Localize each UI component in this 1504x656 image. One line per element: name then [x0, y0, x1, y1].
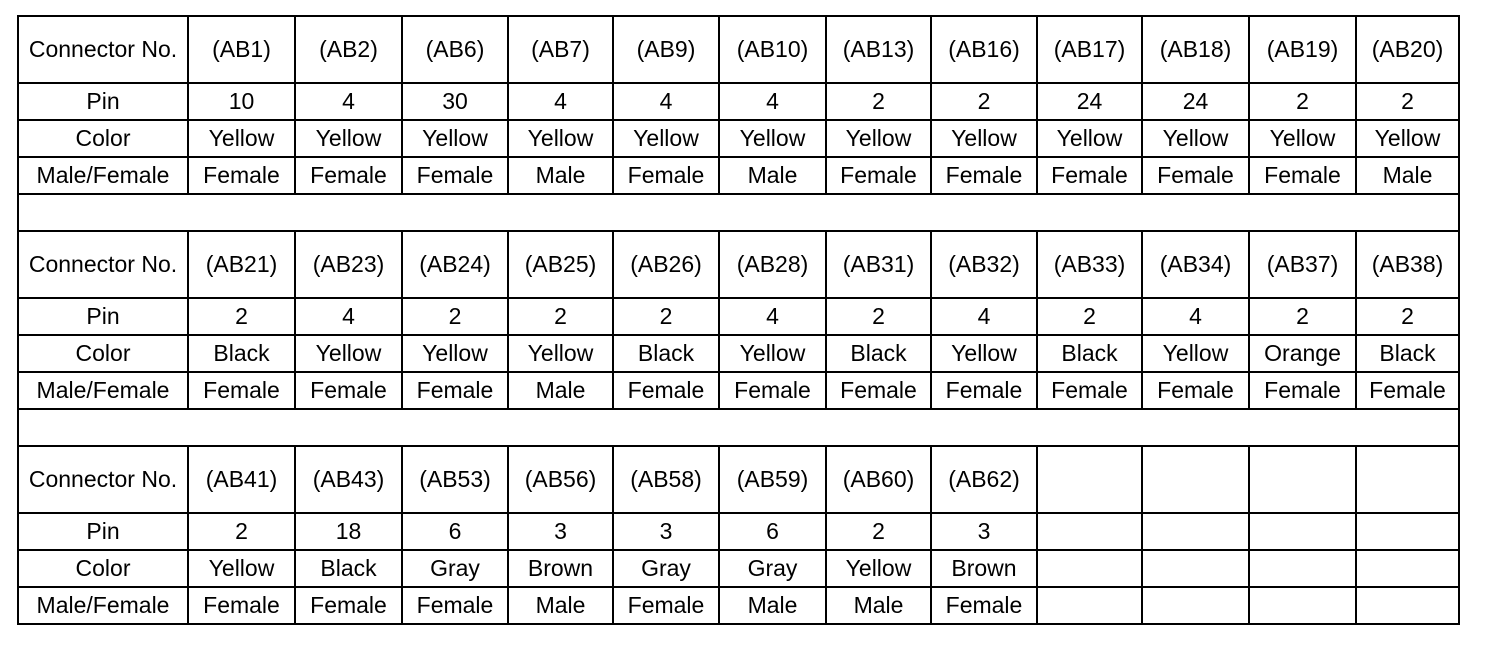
pin-row: [18, 298, 1459, 335]
connector-no-cell: (AB34): [1142, 231, 1249, 298]
male-female-cell: Female: [931, 372, 1037, 409]
connector-no-cell: [1356, 446, 1459, 513]
male-female-cell: Female: [1037, 157, 1142, 194]
pin-cell: 2: [1249, 298, 1356, 335]
pin-cell: 6: [719, 513, 826, 550]
pin-cell: [1142, 513, 1249, 550]
pin-row: [18, 513, 1459, 550]
male-female-cell: Female: [613, 157, 719, 194]
color-cell: [1037, 550, 1142, 587]
pin-cell: 4: [1142, 298, 1249, 335]
pin-cell: 2: [508, 298, 613, 335]
color-cell: Yellow: [1356, 120, 1459, 157]
section-spacer-cell: [18, 194, 1459, 231]
pin-cell: 2: [1037, 298, 1142, 335]
connector-no-cell: [1249, 446, 1356, 513]
connector-no-cell: (AB38): [1356, 231, 1459, 298]
connector-no-cell: (AB58): [613, 446, 719, 513]
pin-cell: 2: [826, 83, 931, 120]
pin-cell: 30: [402, 83, 508, 120]
color-row: [18, 550, 1459, 587]
pin-cell: 3: [508, 513, 613, 550]
pin-cell: 2: [826, 298, 931, 335]
pin-label: Pin: [18, 513, 188, 550]
connector-no-cell: (AB33): [1037, 231, 1142, 298]
connector-no-cell: (AB13): [826, 16, 931, 83]
connector-no-cell: (AB53): [402, 446, 508, 513]
male-female-cell: Female: [188, 587, 295, 624]
color-label: Color: [18, 120, 188, 157]
male-female-cell: Female: [295, 157, 402, 194]
color-label: Color: [18, 550, 188, 587]
pin-cell: [1037, 513, 1142, 550]
pin-cell: 2: [1249, 83, 1356, 120]
color-cell: Gray: [402, 550, 508, 587]
male-female-cell: Female: [826, 372, 931, 409]
connector-no-cell: (AB9): [613, 16, 719, 83]
color-cell: Gray: [719, 550, 826, 587]
male-female-row: [18, 372, 1459, 409]
connector-no-cell: (AB18): [1142, 16, 1249, 83]
connector-no-cell: (AB1): [188, 16, 295, 83]
male-female-cell: Female: [402, 587, 508, 624]
section-spacer-cell: [18, 409, 1459, 446]
connector-no-cell: (AB43): [295, 446, 402, 513]
connector-no-cell: (AB2): [295, 16, 402, 83]
color-cell: Yellow: [402, 335, 508, 372]
color-cell: Yellow: [295, 335, 402, 372]
connector-no-cell: [1142, 446, 1249, 513]
color-cell: [1249, 550, 1356, 587]
color-cell: Yellow: [613, 120, 719, 157]
color-cell: [1356, 550, 1459, 587]
connector-no-cell: (AB56): [508, 446, 613, 513]
male-female-cell: Female: [188, 372, 295, 409]
male-female-cell: [1142, 587, 1249, 624]
color-cell: Yellow: [826, 550, 931, 587]
pin-label: Pin: [18, 298, 188, 335]
pin-cell: 4: [931, 298, 1037, 335]
color-cell: Yellow: [1142, 335, 1249, 372]
connector-no-cell: (AB10): [719, 16, 826, 83]
connector-no-cell: (AB31): [826, 231, 931, 298]
connector-no-cell: (AB6): [402, 16, 508, 83]
male-female-cell: Female: [1142, 157, 1249, 194]
section-spacer-row: [18, 409, 1459, 446]
male-female-label: Male/Female: [18, 157, 188, 194]
male-female-cell: Male: [1356, 157, 1459, 194]
color-cell: Black: [613, 335, 719, 372]
connector-no-cell: [1037, 446, 1142, 513]
pin-row: [18, 83, 1459, 120]
pin-cell: 6: [402, 513, 508, 550]
color-cell: Gray: [613, 550, 719, 587]
male-female-label: Male/Female: [18, 587, 188, 624]
male-female-cell: Female: [402, 157, 508, 194]
color-cell: Yellow: [1037, 120, 1142, 157]
connector-no-label: Connector No.: [18, 231, 188, 298]
color-cell: Yellow: [719, 120, 826, 157]
pin-cell: 10: [188, 83, 295, 120]
section-spacer-row: [18, 194, 1459, 231]
male-female-cell: Female: [719, 372, 826, 409]
male-female-cell: Female: [1249, 157, 1356, 194]
color-cell: Yellow: [719, 335, 826, 372]
pin-cell: 4: [508, 83, 613, 120]
connector-no-cell: (AB26): [613, 231, 719, 298]
color-cell: Yellow: [402, 120, 508, 157]
male-female-cell: Male: [508, 372, 613, 409]
color-row: [18, 120, 1459, 157]
connector-no-cell: (AB24): [402, 231, 508, 298]
male-female-cell: Female: [1037, 372, 1142, 409]
male-female-row: [18, 587, 1459, 624]
male-female-cell: Female: [1142, 372, 1249, 409]
male-female-cell: Male: [719, 587, 826, 624]
male-female-cell: Female: [295, 372, 402, 409]
color-cell: Black: [1356, 335, 1459, 372]
pin-cell: 2: [931, 83, 1037, 120]
connector-no-cell: (AB17): [1037, 16, 1142, 83]
pin-cell: 2: [188, 513, 295, 550]
male-female-cell: Female: [1356, 372, 1459, 409]
color-label: Color: [18, 335, 188, 372]
connector-no-cell: (AB23): [295, 231, 402, 298]
color-cell: Black: [826, 335, 931, 372]
color-row: [18, 335, 1459, 372]
male-female-cell: Male: [719, 157, 826, 194]
male-female-cell: Male: [508, 587, 613, 624]
male-female-cell: Male: [826, 587, 931, 624]
connector-no-label: Connector No.: [18, 16, 188, 83]
color-cell: Yellow: [931, 335, 1037, 372]
color-cell: Black: [1037, 335, 1142, 372]
male-female-cell: [1356, 587, 1459, 624]
color-cell: Yellow: [1142, 120, 1249, 157]
pin-cell: 3: [613, 513, 719, 550]
pin-cell: 2: [188, 298, 295, 335]
color-cell: Yellow: [508, 335, 613, 372]
pin-cell: 2: [826, 513, 931, 550]
connector-no-cell: (AB37): [1249, 231, 1356, 298]
table-body: [18, 16, 1459, 624]
pin-cell: 2: [1356, 298, 1459, 335]
pin-cell: 4: [613, 83, 719, 120]
male-female-cell: Female: [613, 587, 719, 624]
color-cell: Black: [188, 335, 295, 372]
male-female-cell: Female: [1249, 372, 1356, 409]
male-female-label: Male/Female: [18, 372, 188, 409]
color-cell: Orange: [1249, 335, 1356, 372]
color-cell: Black: [295, 550, 402, 587]
pin-cell: 2: [402, 298, 508, 335]
male-female-cell: Female: [402, 372, 508, 409]
color-cell: Yellow: [826, 120, 931, 157]
pin-cell: 18: [295, 513, 402, 550]
connector-no-cell: (AB21): [188, 231, 295, 298]
pin-cell: 4: [719, 298, 826, 335]
color-cell: Yellow: [1249, 120, 1356, 157]
color-cell: Yellow: [188, 550, 295, 587]
connector-no-row: [18, 446, 1459, 513]
connector-no-cell: (AB60): [826, 446, 931, 513]
pin-cell: [1249, 513, 1356, 550]
connector-no-cell: (AB62): [931, 446, 1037, 513]
male-female-cell: Female: [931, 587, 1037, 624]
male-female-cell: Female: [613, 372, 719, 409]
male-female-row: [18, 157, 1459, 194]
male-female-cell: [1037, 587, 1142, 624]
connector-no-cell: (AB7): [508, 16, 613, 83]
color-cell: Brown: [508, 550, 613, 587]
pin-cell: 24: [1142, 83, 1249, 120]
connector-no-cell: (AB16): [931, 16, 1037, 83]
pin-cell: 2: [1356, 83, 1459, 120]
color-cell: [1142, 550, 1249, 587]
pin-cell: 4: [719, 83, 826, 120]
connector-no-cell: (AB32): [931, 231, 1037, 298]
connector-no-cell: (AB19): [1249, 16, 1356, 83]
connector-no-row: [18, 16, 1459, 83]
connector-table: [17, 15, 1460, 625]
pin-cell: 4: [295, 83, 402, 120]
connector-no-label: Connector No.: [18, 446, 188, 513]
color-cell: Yellow: [295, 120, 402, 157]
male-female-cell: Female: [295, 587, 402, 624]
color-cell: Yellow: [931, 120, 1037, 157]
connector-no-cell: (AB41): [188, 446, 295, 513]
pin-label: Pin: [18, 83, 188, 120]
color-cell: Brown: [931, 550, 1037, 587]
color-cell: Yellow: [188, 120, 295, 157]
male-female-cell: [1249, 587, 1356, 624]
pin-cell: 2: [613, 298, 719, 335]
male-female-cell: Female: [826, 157, 931, 194]
pin-cell: 24: [1037, 83, 1142, 120]
connector-no-cell: (AB25): [508, 231, 613, 298]
pin-cell: 4: [295, 298, 402, 335]
male-female-cell: Male: [508, 157, 613, 194]
male-female-cell: Female: [931, 157, 1037, 194]
connector-no-row: [18, 231, 1459, 298]
pin-cell: [1356, 513, 1459, 550]
color-cell: Yellow: [508, 120, 613, 157]
connector-no-cell: (AB20): [1356, 16, 1459, 83]
connector-no-cell: (AB28): [719, 231, 826, 298]
connector-no-cell: (AB59): [719, 446, 826, 513]
male-female-cell: Female: [188, 157, 295, 194]
pin-cell: 3: [931, 513, 1037, 550]
